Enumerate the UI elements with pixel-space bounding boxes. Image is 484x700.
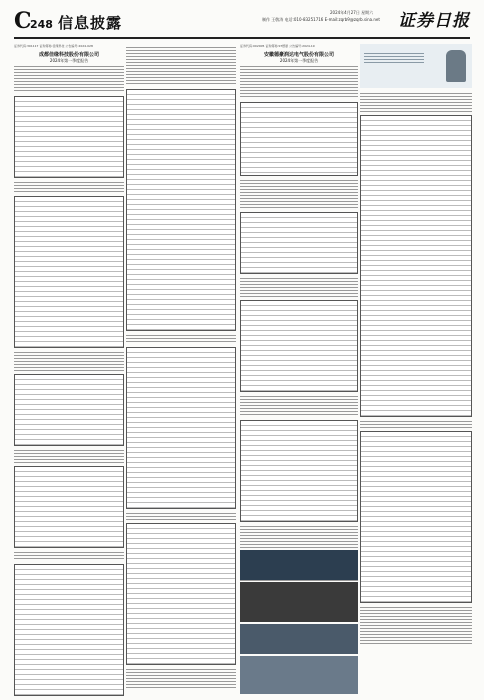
article-2-table-balance xyxy=(240,420,358,522)
article-2-text xyxy=(360,606,472,646)
article-2-table-shareholders xyxy=(240,300,358,392)
article-1-code: 证券代码:301117 xyxy=(14,44,39,48)
article-2-abbr: 证券简称:ST德豪 xyxy=(265,44,289,48)
article-1-text xyxy=(14,449,124,463)
section-title: 信息披露 xyxy=(58,14,123,32)
article-1-number: 公告编号:2024-028 xyxy=(65,44,93,48)
article-1-table-changes xyxy=(14,374,124,446)
article-1-text xyxy=(14,551,124,561)
article-1-text xyxy=(126,46,236,86)
article-1-code-line xyxy=(14,44,124,48)
column-1 xyxy=(14,44,124,699)
article-2-company: 安徽德豪润达电气股份有限公司 xyxy=(263,52,334,58)
article-1-table-nonrecurring xyxy=(14,196,124,348)
article-1-company: 成都佳缘科技股份有限公司 xyxy=(38,52,99,58)
article-2-code-line xyxy=(240,44,358,48)
article-1-text xyxy=(126,668,236,688)
article-1-table-income xyxy=(126,347,236,509)
page-header xyxy=(0,0,484,42)
column-2 xyxy=(126,44,236,690)
newspaper-logo: 证券日报 xyxy=(398,11,470,31)
article-2-report-title: 2024年第一季度报告 xyxy=(279,58,319,63)
ad-photo-2 xyxy=(240,582,358,622)
article-2-text xyxy=(240,277,358,297)
product-image xyxy=(446,50,466,82)
column-4 xyxy=(360,44,472,648)
ad-photo-4 xyxy=(240,656,358,694)
article-2-table-main-data xyxy=(240,102,358,176)
article-1-report-title: 2024年第一季度报告 xyxy=(49,58,89,63)
article-1-table-restricted xyxy=(14,564,124,696)
advertisement-banner xyxy=(360,44,472,88)
article-1-text xyxy=(14,181,124,193)
column-3 xyxy=(240,44,358,587)
article-2-text xyxy=(360,420,472,428)
article-1-text xyxy=(126,334,236,344)
ad-photo-3 xyxy=(240,624,358,654)
article-2-text xyxy=(360,92,472,112)
article-1-table-shareholders xyxy=(14,466,124,548)
article-2-table-cashflow xyxy=(360,431,472,603)
page-number: 248 xyxy=(30,18,53,31)
article-1-text xyxy=(126,512,236,520)
article-2-intro-text xyxy=(240,65,358,99)
ad-text xyxy=(364,52,424,64)
article-2-text xyxy=(240,179,358,209)
article-1-table-cashflow xyxy=(126,523,236,665)
editor-line: 制作 王敬涛 电话:010-83251716 E-mail:zqrb9@zqrb.sina.net xyxy=(262,17,380,22)
ad-photo-1 xyxy=(240,550,358,580)
page-letter: C xyxy=(14,8,32,34)
article-2-number: 公告编号:2024-19 xyxy=(289,44,315,48)
article-1-table-main-data xyxy=(14,96,124,178)
article-2-text xyxy=(240,395,358,417)
article-2-table-nonrecurring xyxy=(240,212,358,274)
article-1-table-balance-sheet xyxy=(126,89,236,331)
article-1-text xyxy=(14,351,124,371)
issue-date: 2024年4月27日 星期六 xyxy=(330,10,374,15)
article-1-intro-text xyxy=(14,65,124,93)
header-rule xyxy=(14,37,470,39)
article-2-table-income xyxy=(360,115,472,417)
article-1-abbr: 证券简称:佳缘科技 xyxy=(39,44,65,48)
article-2-code: 证券代码:002005 xyxy=(240,44,265,48)
